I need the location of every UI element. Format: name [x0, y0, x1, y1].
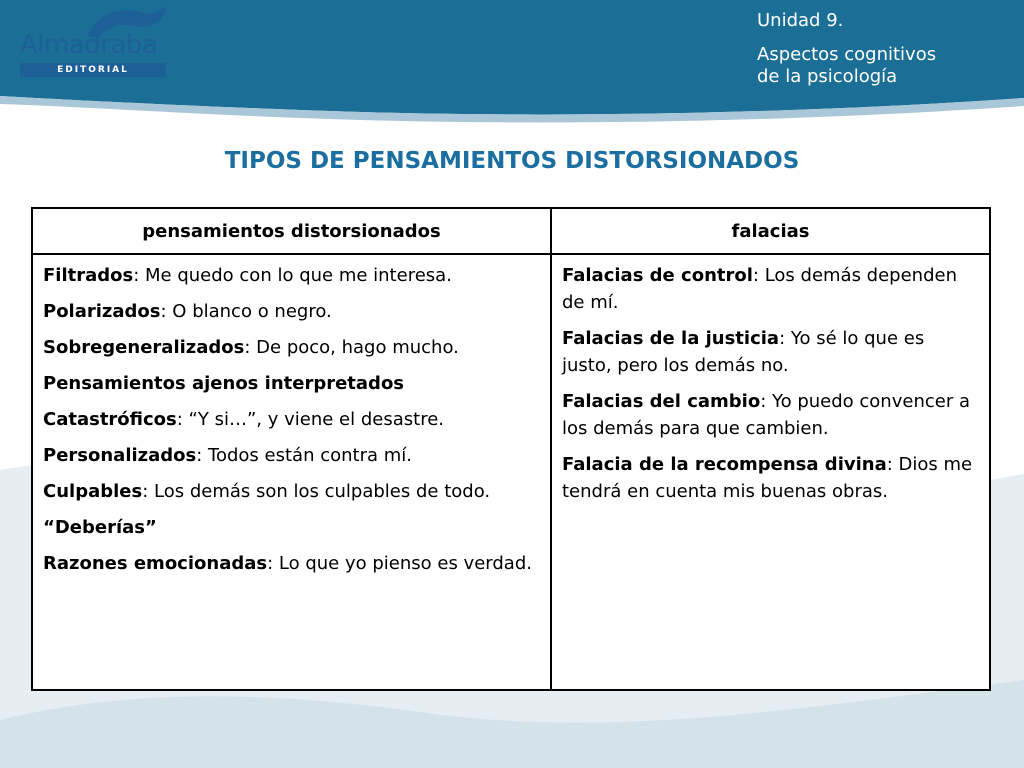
- logo-name: Almadraba: [20, 30, 158, 60]
- item-text: : Lo que yo pienso es verdad.: [267, 553, 532, 574]
- item-term: Sobregeneralizados: [43, 337, 245, 358]
- list-item: [43, 406, 540, 433]
- list-item: [562, 388, 979, 442]
- item-term: Falacias de control: [562, 265, 753, 286]
- item-text: : O blanco o negro.: [160, 301, 332, 322]
- table-header-row: [32, 208, 990, 254]
- list-item: [43, 442, 540, 469]
- falacias-cell: [551, 254, 990, 690]
- item-term: Polarizados: [43, 301, 161, 322]
- item-text: : De poco, hago mucho.: [244, 337, 459, 358]
- item-term: Falacia de la recompensa divina: [562, 454, 887, 475]
- list-item: [43, 298, 540, 325]
- list-item: [43, 514, 540, 541]
- item-term: “Deberías”: [43, 517, 157, 538]
- item-text: : Todos están contra mí.: [196, 445, 412, 466]
- item-text: : Yo puedo convencer a los demás para que cambien.: [562, 391, 970, 439]
- item-term: Falacias de la justicia: [562, 328, 780, 349]
- list-item: [43, 334, 540, 361]
- item-term: Razones emocionadas: [43, 553, 268, 574]
- item-text: : Los demás son los culpables de todo.: [142, 481, 491, 502]
- item-text: : Dios me tendrá en cuenta mis buenas obras.: [562, 454, 973, 502]
- list-item: [43, 370, 540, 397]
- item-term: Personalizados: [43, 445, 197, 466]
- list-item: [43, 550, 540, 577]
- unit-subtitle: [757, 44, 936, 88]
- list-item: [43, 262, 540, 289]
- list-item: [43, 478, 540, 505]
- column-header-falacias: falacias: [551, 208, 990, 254]
- table-row: [32, 254, 990, 690]
- logo-tag: EDITORIAL: [20, 63, 166, 77]
- item-text: : Me quedo con lo que me interesa.: [133, 265, 452, 286]
- pensamientos-cell: [32, 254, 551, 690]
- item-text: : “Y si…”, y viene el desastre.: [176, 409, 444, 430]
- comparison-table: [31, 207, 991, 691]
- item-term: Filtrados: [43, 265, 134, 286]
- page-title: TIPOS DE PENSAMIENTOS DISTORSIONADOS: [224, 148, 800, 174]
- list-item: [562, 262, 979, 316]
- unit-number: Unidad 9.: [757, 10, 844, 31]
- unit-heading: [757, 10, 936, 88]
- item-term: Catastróficos: [43, 409, 177, 430]
- list-item: [562, 325, 979, 379]
- item-text: : Yo sé lo que es justo, pero los demás no.: [562, 328, 925, 376]
- unit-subtitle-line1: Aspectos cognitivos: [757, 44, 937, 65]
- item-text: : Los demás dependen de mí.: [562, 265, 957, 313]
- list-item: [562, 451, 979, 505]
- item-term: Pensamientos ajenos interpretados: [43, 373, 405, 394]
- unit-subtitle-line2: de la psicología: [757, 66, 898, 87]
- item-term: Falacias del cambio: [562, 391, 761, 412]
- column-header-pensamientos: pensamientos distorsionados: [32, 208, 551, 254]
- item-term: Culpables: [43, 481, 143, 502]
